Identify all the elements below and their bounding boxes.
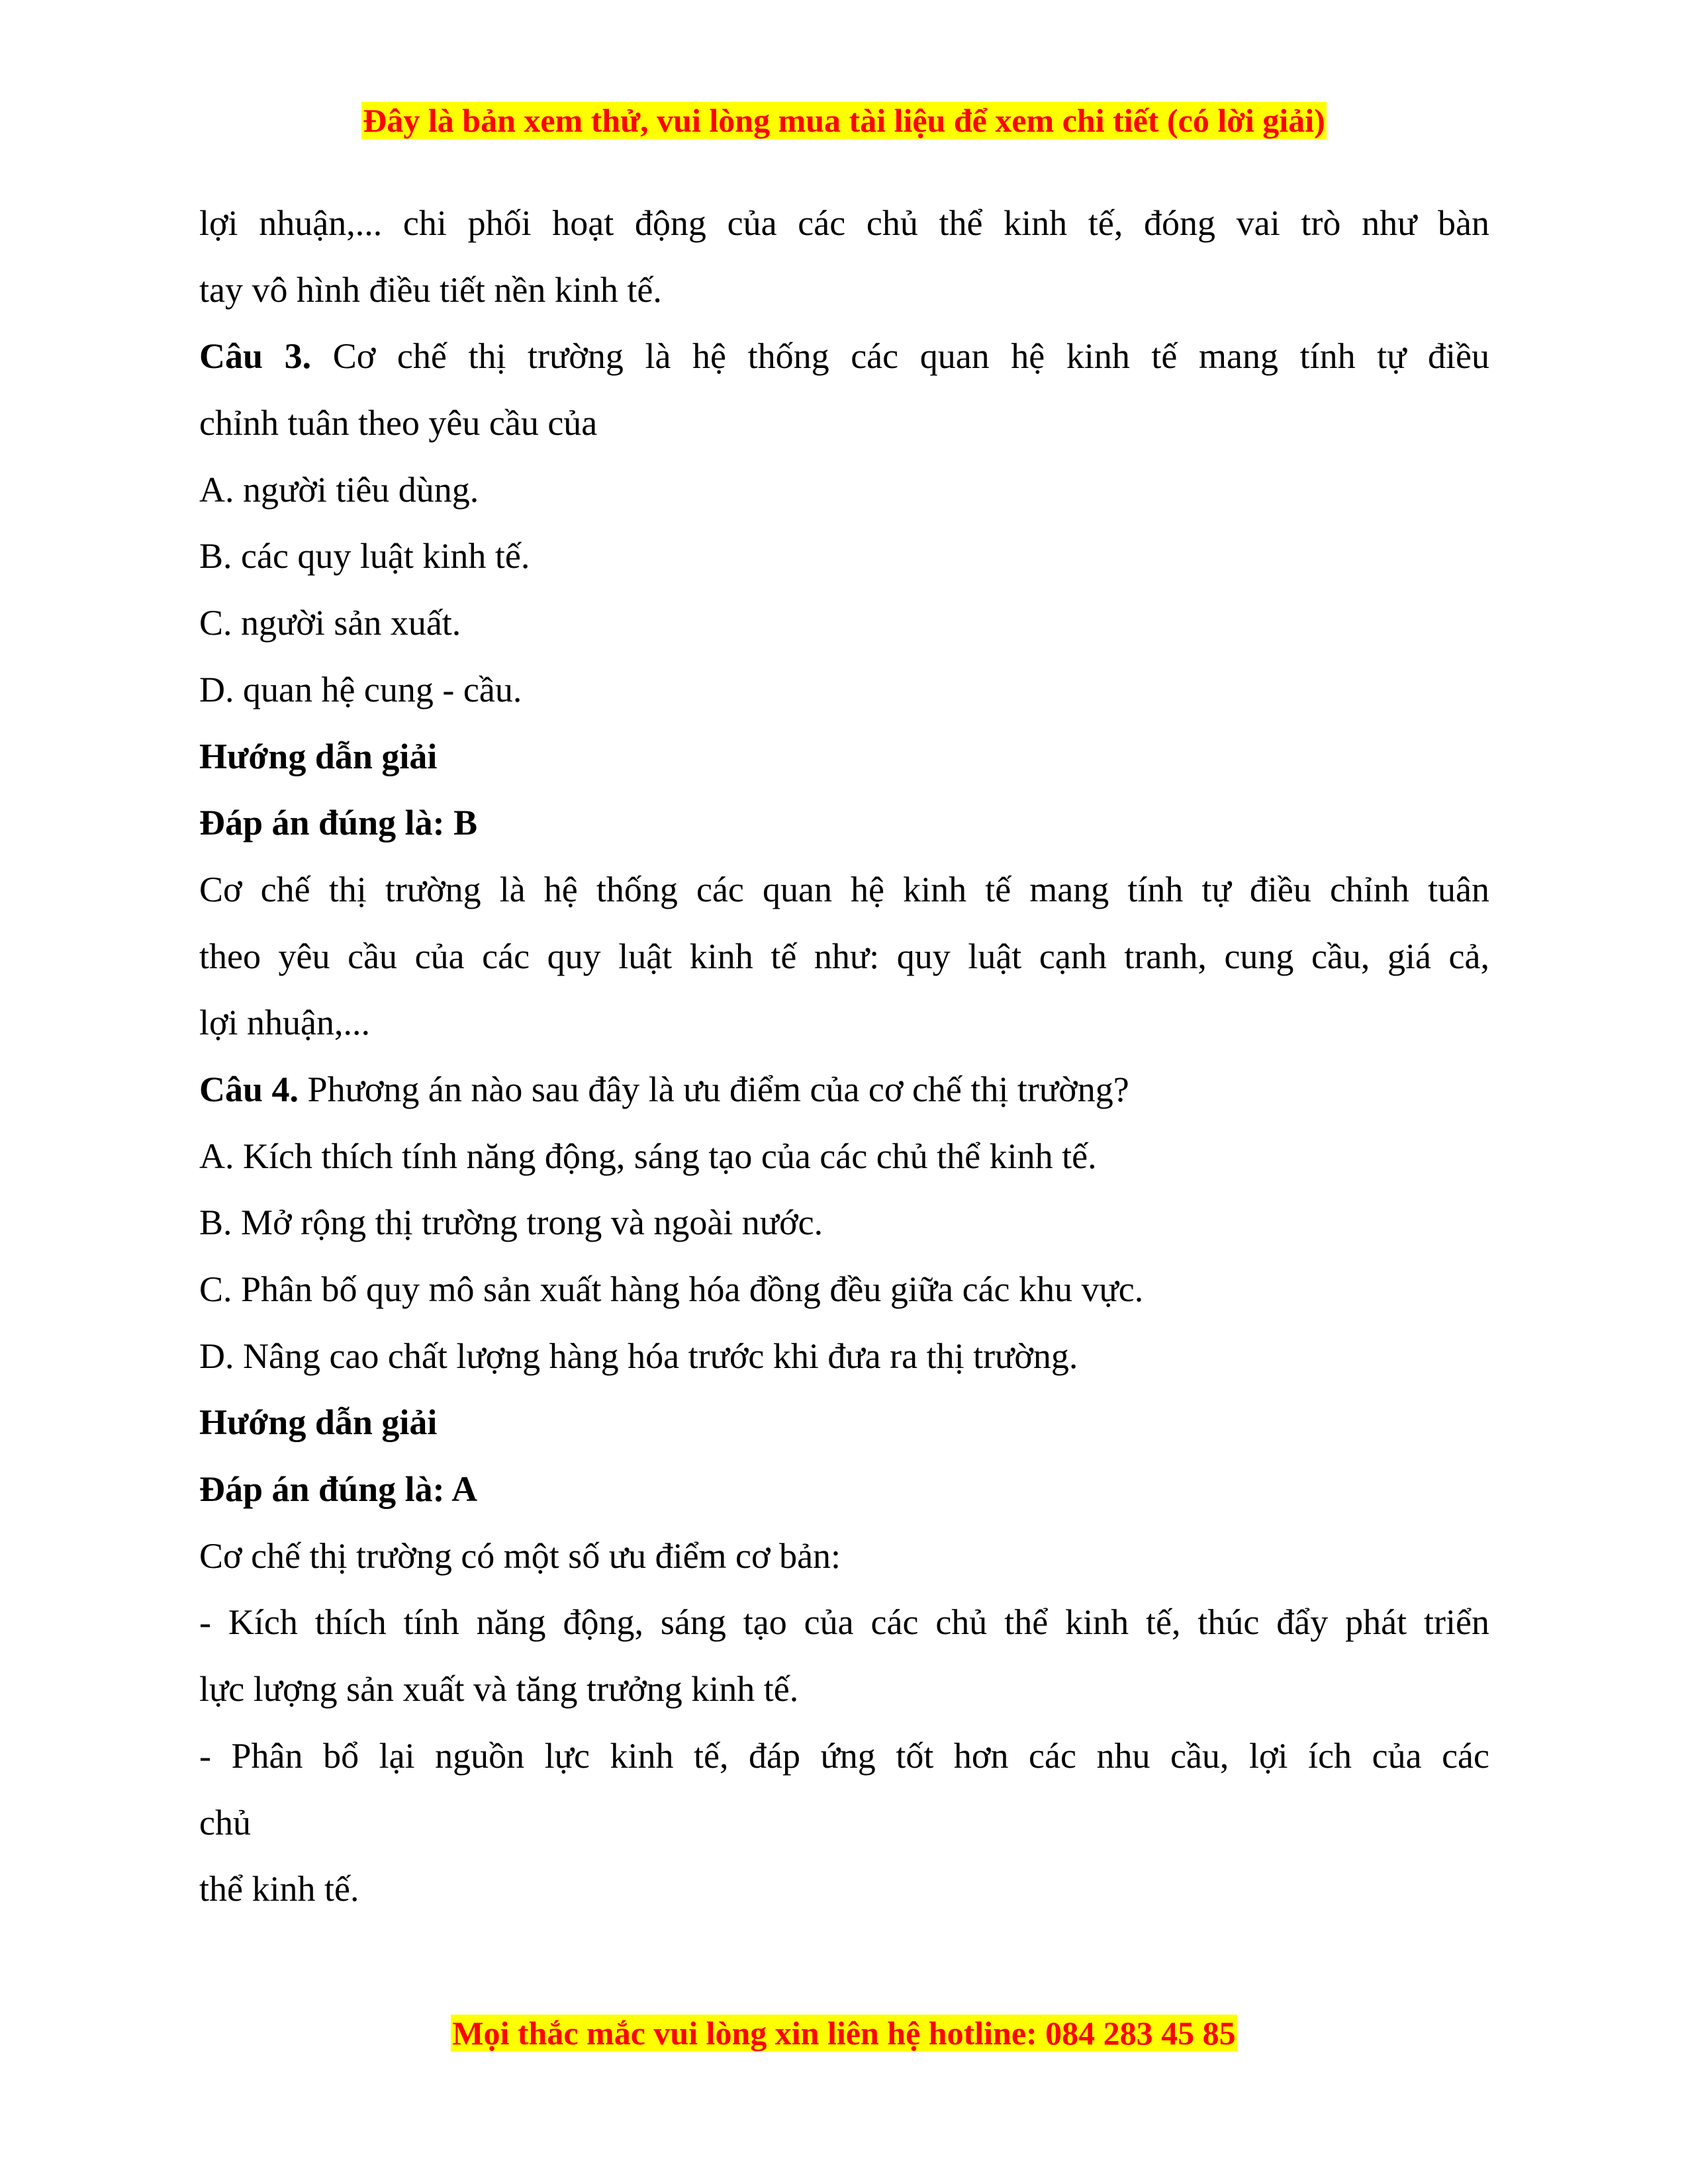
line-text: thể kinh tế. <box>199 1869 359 1909</box>
line-text: A. Kích thích tính năng động, sáng tạo của các chủ thể kinh tế. <box>199 1136 1097 1176</box>
text-line <box>199 1056 1489 1123</box>
text-line <box>199 1589 1489 1656</box>
line-text: lợi nhuận,... chi phối hoạt động của các chủ thể kinh tế, đóng vai trò như bàn <box>199 203 1489 243</box>
text-line <box>199 190 1489 257</box>
text-line <box>199 1256 1489 1323</box>
line-text: C. người sản xuất. <box>199 603 461 643</box>
text-line <box>199 1323 1489 1390</box>
document-body <box>199 190 1489 1923</box>
line-text: lợi nhuận,... <box>199 1003 371 1043</box>
text-line <box>199 723 1489 790</box>
text-line <box>199 1790 1489 1856</box>
bold-label: Đáp án đúng là: A <box>199 1469 478 1510</box>
line-text: Cơ chế thị trường là hệ thống các quan hệ kinh tế mang tính tự điều <box>311 336 1490 377</box>
hotline-notice-footer <box>0 2013 1688 2053</box>
line-text: Cơ chế thị trường là hệ thống các quan hệ kinh tế mang tính tự điều chỉnh tuân <box>199 869 1489 909</box>
preview-notice-header <box>0 101 1688 140</box>
text-line <box>199 923 1489 990</box>
text-line <box>199 390 1489 457</box>
text-line <box>199 1456 1489 1523</box>
text-line <box>199 523 1489 590</box>
text-line <box>199 856 1489 923</box>
line-text: theo yêu cầu của các quy luật kinh tế như: quy luật cạnh tranh, cung cầu, giá cả, <box>199 936 1489 976</box>
line-text: lực lượng sản xuất và tăng trưởng kinh tế. <box>199 1669 799 1709</box>
text-line <box>199 257 1489 324</box>
line-text: Cơ chế thị trường có một số ưu điểm cơ bản: <box>199 1535 841 1576</box>
line-text: D. quan hệ cung - cầu. <box>199 669 522 709</box>
text-line <box>199 1189 1489 1256</box>
preview-notice-text: Đây là bản xem thử, vui lòng mua tài liệu để xem chi tiết (có lời giải) <box>363 102 1325 139</box>
line-text: A. người tiêu dùng. <box>199 469 479 510</box>
line-text: - Phân bổ lại nguồn lực kinh tế, đáp ứng tốt hơn các nhu cầu, lợi ích của các <box>199 1735 1489 1776</box>
text-line <box>199 1123 1489 1190</box>
bold-label: Câu 4. <box>199 1069 299 1109</box>
line-text: Phương án nào sau đây là ưu điểm của cơ chế thị trường? <box>299 1069 1129 1109</box>
text-line <box>199 1389 1489 1456</box>
text-line <box>199 590 1489 657</box>
text-line <box>199 657 1489 723</box>
bold-label: Đáp án đúng là: B <box>199 803 478 843</box>
hotline-notice-text: Mọi thắc mắc vui lòng xin liên hệ hotline: 084 283 45 85 <box>452 2015 1236 2052</box>
line-text: C. Phân bố quy mô sản xuất hàng hóa đồng đều giữa các khu vực. <box>199 1269 1144 1309</box>
bold-label: Hướng dẫn giải <box>199 1402 438 1443</box>
line-text: B. Mở rộng thị trường trong và ngoài nước. <box>199 1203 823 1243</box>
bold-label: Hướng dẫn giải <box>199 736 438 776</box>
text-line <box>199 1656 1489 1723</box>
line-text: chủ <box>199 1802 251 1843</box>
text-line <box>199 790 1489 856</box>
text-line <box>199 1723 1489 1790</box>
text-line <box>199 1856 1489 1923</box>
line-text: B. các quy luật kinh tế. <box>199 536 530 576</box>
bold-label: Câu 3. <box>199 336 312 377</box>
text-line <box>199 1523 1489 1590</box>
text-line <box>199 457 1489 523</box>
line-text: chỉnh tuân theo yêu cầu của <box>199 403 598 443</box>
line-text: D. Nâng cao chất lượng hàng hóa trước khi đưa ra thị trường. <box>199 1336 1078 1376</box>
line-text: - Kích thích tính năng động, sáng tạo của các chủ thể kinh tế, thúc đẩy phát triển <box>199 1602 1489 1643</box>
line-text: tay vô hình điều tiết nền kinh tế. <box>199 269 662 310</box>
text-line <box>199 989 1489 1056</box>
text-line <box>199 323 1489 390</box>
